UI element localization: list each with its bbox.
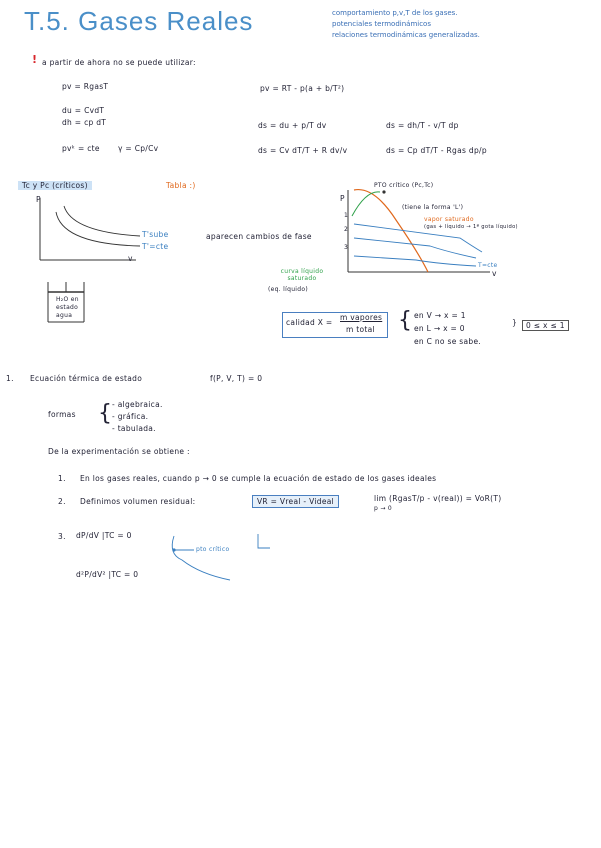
formas-2: - gráfica. (112, 412, 149, 421)
calidad-case-1: en V → x = 1 (414, 311, 466, 320)
subtitle-line-2: potenciales termodinámicos (332, 20, 431, 28)
calidad-numerator: m vapores (340, 313, 383, 322)
right-mark-2: 2 (344, 226, 349, 233)
calidad-label: calidad X = (286, 318, 333, 327)
section1-heading: Ecuación térmica de estado (30, 374, 143, 383)
phase-diagram-right (340, 186, 500, 278)
deriv-2: d²P/dV² |TC = 0 (76, 570, 139, 579)
critical-sketch (170, 530, 280, 586)
eq-ds2: ds = dh/T - v/T dp (386, 121, 459, 130)
formas-label: formas (48, 410, 76, 419)
formas-brace: { (98, 401, 113, 426)
eq-gamma: γ = Cp/Cv (118, 144, 159, 153)
right-tiene-forma: (tiene la forma 'L') (402, 204, 464, 211)
left-iso-low: T'=cte (142, 242, 169, 251)
eq-dh: dh = cp dT (62, 118, 107, 127)
left-iso-high: T'sube (142, 230, 169, 239)
right-axis-v: v (492, 269, 497, 278)
left-axis-v: v (128, 254, 133, 263)
warning-icon: ! (32, 53, 38, 66)
item-1-text: En los gases reales, cuando p → 0 se cumple la ecuación de estado de los gases ideales (80, 474, 437, 483)
deriv-1: dP/dV |TC = 0 (76, 531, 132, 540)
calidad-brace: { (398, 308, 413, 333)
lim-subscript: p → 0 (374, 505, 392, 512)
piston-line-1: H₂O en (56, 296, 79, 303)
right-vapor-saturado: vapor saturado (424, 216, 474, 223)
item-2-number: 2. (58, 497, 66, 506)
calidad-denominator: m total (346, 325, 375, 334)
item-2-text: Definimos volumen residual: (80, 497, 196, 506)
left-caption: aparecen cambios de fase (206, 232, 312, 241)
pto-critico-label: pto crítico (196, 546, 230, 553)
eq-pv-virial: pv = RT - p(a + b/T²) (260, 84, 345, 93)
right-t-cte: T=cte (478, 262, 498, 269)
eq-du: du = CvdT (62, 106, 105, 115)
critical-note: Tabla :) (166, 181, 196, 190)
calidad-range: 0 ≤ x ≤ 1 (522, 320, 569, 331)
formas-1: - algebraica. (112, 400, 163, 409)
right-axis-p: P (340, 194, 345, 203)
section1-equation: f(P, V, T) = 0 (210, 374, 263, 383)
eq-ds4: ds = Cp dT/T - Rgas dp/p (386, 146, 487, 155)
calidad-range-brace: } (512, 318, 518, 327)
eq-ds3: ds = Cv dT/T + R dv/v (258, 146, 348, 155)
subtitle-line-1: comportamiento p,v,T de los gases. (332, 9, 458, 17)
right-mark-3: 3 (344, 244, 349, 251)
eq-pvk: pvᵏ = cte (62, 144, 100, 153)
piston-line-3: agua (56, 312, 73, 319)
left-axis-p: P (36, 195, 41, 204)
right-equilibrio: (eq. líquido) (268, 286, 308, 293)
right-curva-liquido: curva líquido saturado (280, 268, 324, 282)
critical-label: Tc y Pc (críticos) (18, 181, 92, 190)
formas-3: - tabulada. (112, 424, 156, 433)
subtitle-line-3: relaciones termodinámicas generalizadas. (332, 31, 480, 39)
eq-pv-ideal: pv = RgasT (62, 82, 109, 91)
experiment-text: De la experimentación se obtiene : (48, 447, 190, 456)
right-mark-1: 1 (344, 212, 349, 219)
right-vapor-detail: (gas + líquido → 1ª gota líquido) (424, 224, 518, 230)
right-pto-critico: PTO crítico (Pc,Tc) (374, 182, 434, 189)
calidad-case-2: en L → x = 0 (414, 324, 465, 333)
piston-line-2: estado (56, 304, 79, 311)
page-title: T.5. Gases Reales (24, 6, 254, 36)
vr-definition: VR = Vreal - Videal (252, 495, 339, 508)
item-3-number: 3. (58, 532, 66, 541)
eq-ds1: ds = du + p/T dv (258, 121, 327, 130)
warning-text: a partir de ahora no se puede utilizar: (42, 58, 196, 67)
section1-number: 1. (6, 374, 14, 383)
lim-expression: lim (RgasT/p - v(real)) = VoR(T) (374, 494, 502, 503)
item-1-number: 1. (58, 474, 66, 483)
calidad-case-3: en C no se sabe. (414, 337, 482, 346)
